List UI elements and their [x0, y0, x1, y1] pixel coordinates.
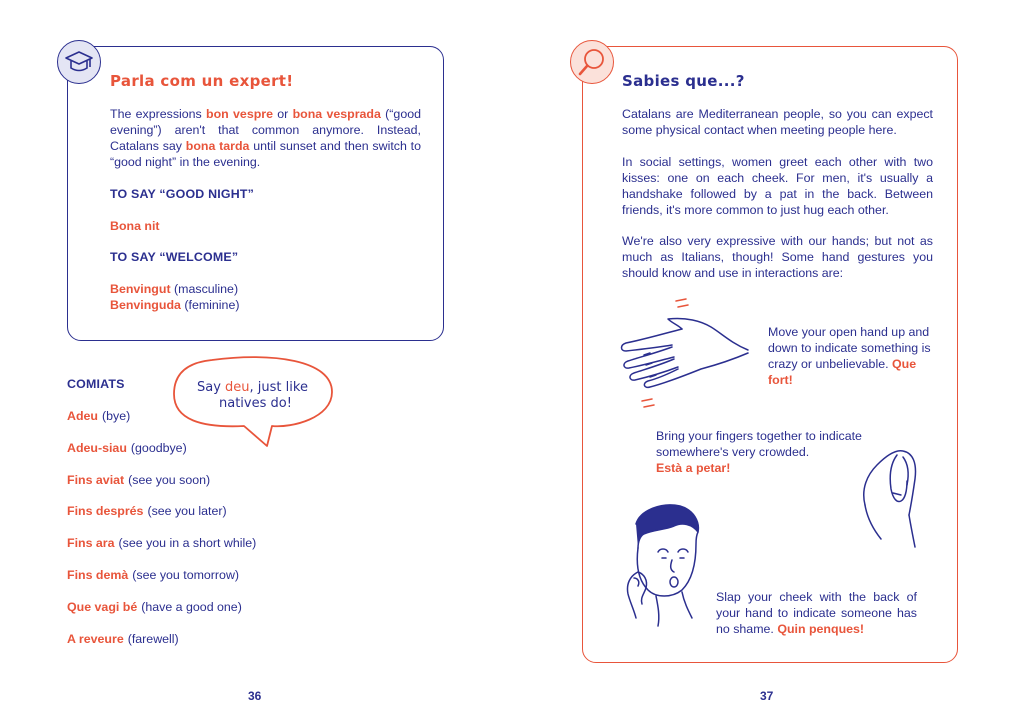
farewell-heading: COMIATS	[67, 377, 125, 391]
pinched-fingers-illustration	[857, 445, 927, 555]
paragraph: In social settings, women greet each other with two kisses: one on each cheek. For men, it's usually a handshake followed by a pat in the back. Between friends, it's more common to just hug each other.	[622, 155, 933, 217]
list-item: Fins demà (see you tomorrow)	[67, 568, 240, 582]
page-number: 37	[760, 689, 774, 703]
good-night-term: Bona nit	[110, 219, 160, 233]
paragraph: Catalans are Mediterranean people, so you can expect some physical contact when meeting people here.	[622, 107, 933, 137]
speech-bubble-text: Say deu, just like natives do!	[197, 380, 308, 411]
list-item: Adeu (bye)	[67, 409, 131, 423]
open-hand-illustration	[616, 295, 756, 415]
did-you-know-title: Sabies que...?	[622, 72, 745, 90]
magnifier-icon	[570, 40, 614, 84]
list-item: Fins aviat (see you soon)	[67, 473, 211, 487]
list-item: A reveure (farewell)	[67, 632, 179, 646]
welcome-item: Benvingut (masculine)	[110, 282, 239, 296]
gesture-description: Bring your fingers together to indicate somewhere's very crowded. Està a petar!	[656, 429, 862, 475]
expert-tip-intro: The expressions bon vespre or bona vesprada (“good evening”) aren't that common anymore. Instead, Catalans say bona tarda until sunset and then switch to “good night” in the evening.	[110, 107, 421, 169]
list-item: Que vagi bé (have a good one)	[67, 600, 242, 614]
list-item: Fins després (see you later)	[67, 504, 227, 518]
gesture-description: Move your open hand up and down to indicate something is crazy or unbelievable. Que fort!	[768, 325, 931, 387]
right-page	[512, 0, 1024, 723]
paragraph: We're also very expressive with our hands; but not as much as Italians, though! Some hand gestures you should know and use in interactions are:	[622, 234, 933, 280]
face-slap-illustration	[622, 502, 712, 632]
gesture-description: Slap your cheek with the back of your hand to indicate someone has no shame. Quin penques!	[716, 590, 917, 636]
welcome-heading: TO SAY “WELCOME”	[110, 250, 239, 264]
graduation-cap-icon	[57, 40, 101, 84]
list-item: Adeu-siau (goodbye)	[67, 441, 187, 455]
list-item: Fins ara (see you in a short while)	[67, 536, 257, 550]
good-night-heading: TO SAY “GOOD NIGHT”	[110, 187, 255, 201]
page-number: 36	[248, 689, 262, 703]
welcome-item: Benvinguda (feminine)	[110, 298, 240, 312]
expert-tip-title: Parla com un expert!	[110, 72, 294, 90]
